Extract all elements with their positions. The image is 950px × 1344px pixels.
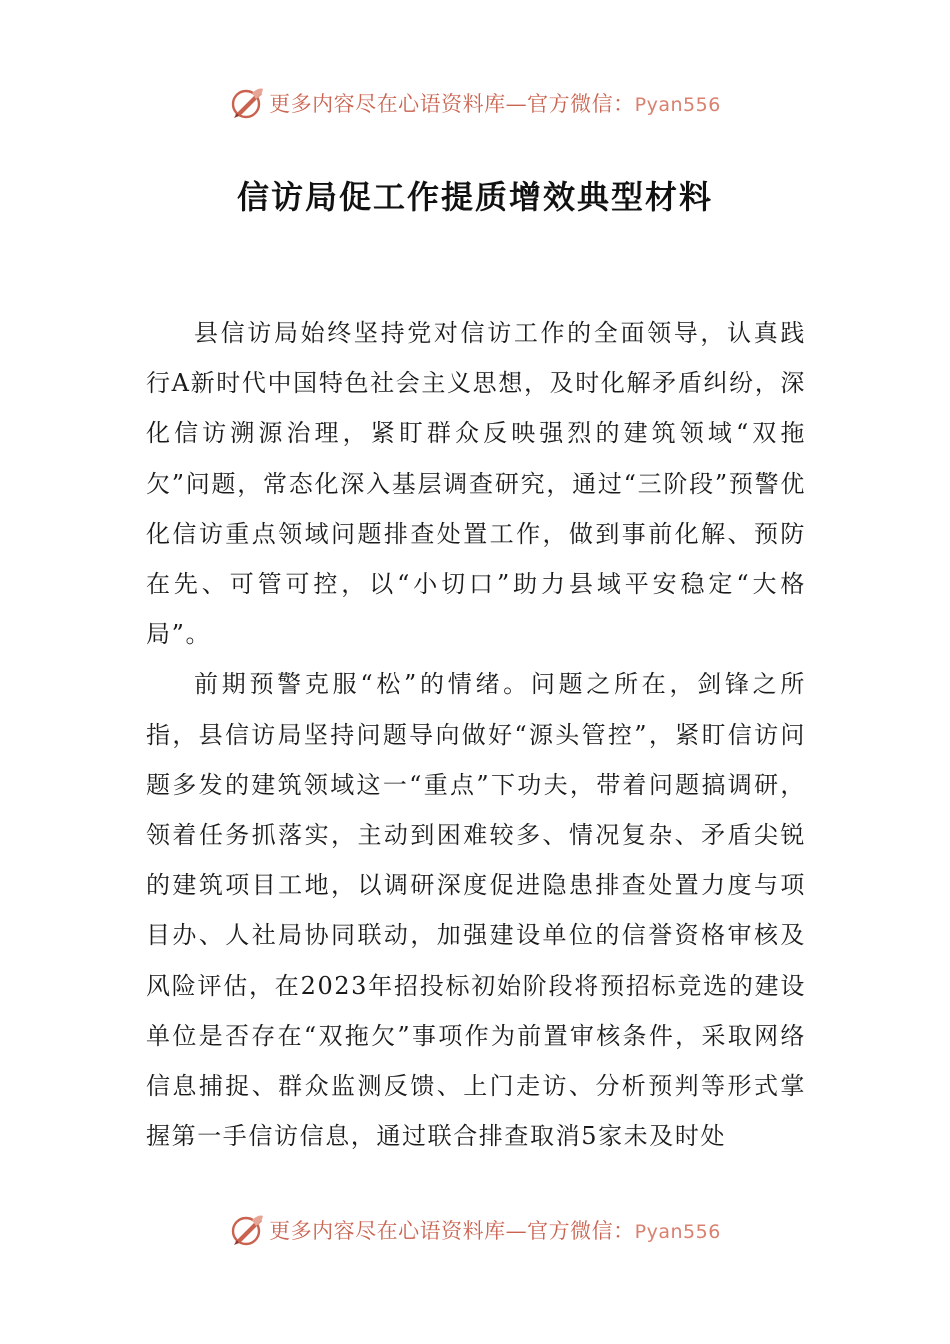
quill-pen-logo-icon xyxy=(229,85,265,121)
document-body xyxy=(146,308,806,1161)
paragraph-early-warning: 前期预警克服“松”的情绪。问题之所在，剑锋之所指，县信访局坚持问题导向做好“源头管控”，紧盯信访问题多发的建筑领域这一“重点”下功夫，带着问题搞调研，领着任务抓落实，主动到困难较多、情况复杂、矛盾尖锐的建筑项目工地，以调研深度促进隐患排查处置力度与项目办、人社局协同联动，加强建设单位的信誉资格审核及风险评估，在2023年招投标初始阶段将预招标竞选的建设单位是否存在“双拖欠”事项作为前置审核条件，采取网络信息捕捉、群众监测反馈、上门走访、分析预判等形式掌握第一手信访信息，通过联合排查取消5家未及时处 xyxy=(146,670,806,1151)
header-banner xyxy=(0,83,950,123)
footer-banner xyxy=(0,1210,950,1250)
document-title: 信访局促工作提质增效典型材料 xyxy=(236,178,713,216)
quill-pen-logo-icon xyxy=(229,1212,265,1248)
paragraph-intro: 县信访局始终坚持党对信访工作的全面领导，认真践行A新时代中国特色社会主义思想，及时化解矛盾纠纷，深化信访溯源治理，紧盯群众反映强烈的建筑领域“双拖欠”问题，常态化深入基层调查研究，通过“三阶段”预警优化信访重点领域问题排查处置工作，做到事前化解、预防在先、可管可控，以“小切口”助力县域平安稳定“大格局”。 xyxy=(146,319,806,649)
banner-text: 更多内容尽在心语资料库—官方微信： xyxy=(269,1219,635,1243)
wechat-id: Pyan556 xyxy=(634,1221,721,1243)
wechat-id: Pyan556 xyxy=(634,94,721,116)
banner-text: 更多内容尽在心语资料库—官方微信： xyxy=(269,92,635,116)
